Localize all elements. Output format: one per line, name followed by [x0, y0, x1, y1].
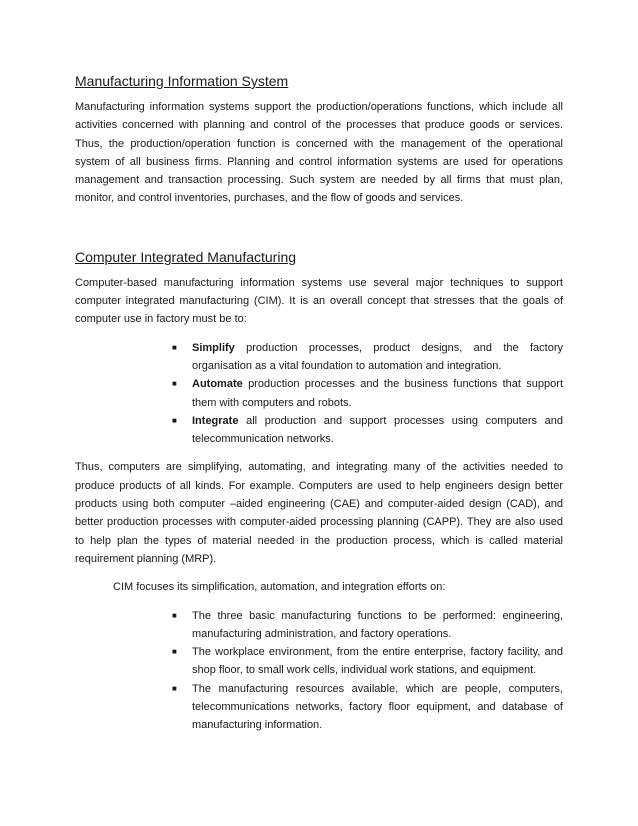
section-heading-manufacturing-information-system: Manufacturing Information System: [75, 73, 289, 89]
focus-item-text: The workplace environment, from the entire enterprise, factory facility, and shop floor, to small work cells, individual work stations, and equipment.: [192, 646, 563, 677]
cim-focus-intro: CIM focuses its simplification, automation, and integration efforts on:: [113, 581, 446, 594]
square-bullet-icon: ■: [172, 647, 177, 657]
cim-goals-list: [75, 339, 563, 449]
list-item: [170, 643, 563, 680]
goal-text: all production and support processes using computers and telecommunication networks.: [192, 414, 563, 446]
section-heading-computer-integrated-manufacturing: Computer Integrated Manufacturing: [75, 248, 297, 265]
cim-intro-paragraph: Computer-based manufacturing information systems use several major techniques to support computer integrated manufacturing (CIM). It is an overall concept that stresses that the goals of computer use in factory must be to:: [75, 276, 563, 326]
list-item: [170, 339, 563, 376]
goal-text: production processes and the business functions that support them with computers and robots.: [192, 378, 563, 409]
document-page: [75, 72, 563, 735]
cim-applications-paragraph: Thus, computers are simplifying, automating, and integrating many of the activities needed to produce products of all kinds. For example. Computers are used to help engineers design better products using both computer –aided engineering (CAE) and computer-aided design (CAD), and better production processes with computer-aided processing planning (CAPP). They are also used to help plan the types of material needed in the production process, which is called material requirement planning (MRP).: [75, 461, 563, 565]
square-bullet-icon: ■: [172, 610, 177, 620]
list-item: [170, 412, 563, 449]
cim-focus-list: [75, 607, 563, 735]
list-item: [170, 375, 563, 412]
goal-text: production processes, product designs, and the factory organisation as a vital foundation to automation and integration.: [192, 341, 563, 372]
list-item: [170, 680, 563, 735]
focus-item-text: The three basic manufacturing functions to be performed: engineering, manufacturing administration, and factory operations.: [192, 609, 563, 640]
goal-keyword: Simplify: [192, 341, 235, 354]
square-bullet-icon: ■: [172, 342, 177, 352]
goal-keyword: Automate: [192, 378, 243, 391]
list-item: [170, 607, 563, 644]
mis-paragraph: Manufacturing information systems support the production/operations functions, which include all activities concerned with planning and control of the processes that produce goods or services. Thus, the production/operation function is concerned with the management of the operational system of all business firms. Planning and control information systems are used for operations management and transaction processing. Such system are needed by all firms that must plan, monitor, and control inventories, purchases, and the flow of goods and services.: [75, 101, 563, 205]
square-bullet-icon: ■: [172, 415, 177, 425]
focus-item-text: The manufacturing resources available, which are people, computers, telecommunications networks, factory floor equipment, and database of manufacturing information.: [192, 682, 563, 732]
square-bullet-icon: ■: [172, 683, 177, 693]
goal-keyword: Integrate: [192, 414, 239, 427]
square-bullet-icon: ■: [172, 379, 177, 389]
